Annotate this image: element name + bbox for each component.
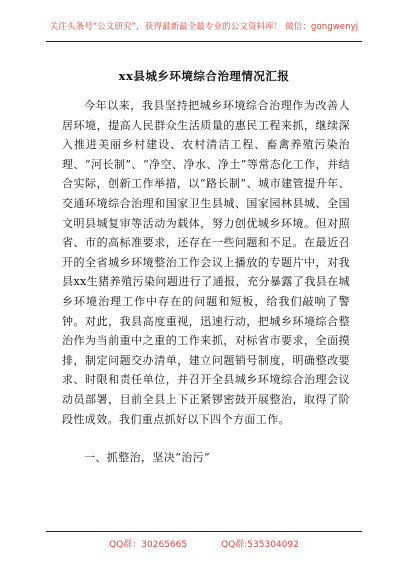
header-divider: [46, 41, 362, 42]
section-heading: 一、抓整治，坚决“治污”: [84, 451, 211, 465]
footer-qq-group-1: QQ群：30265665: [109, 540, 188, 550]
header-banner: 关注头条号“公文研究”，获得最新最全最专业的公文资料库！ 微信：gongwenyj: [49, 22, 359, 32]
body-paragraph: 今年以来，我县坚持把城乡环境综合治理作为改善人居环境，提高人民群众生活质量的惠民工程来抓，继续深入推进美丽乡村建设、农村清洁工程、畜禽养殖污染治理、“河长制”、“净空、净水、净土”等常态化工作，并结合实际，创新工作举措，以“路长制”、城市建管提升年、交通环境综合治理和国家卫生县城、国家园林县城、全国文明县城复审等活动为载体，努力创优城乡环境。但对照省、市的高标准要求，还存在一些问题和不足。在最近召开的全省城乡环境整治工作会议上播放的专题片中，对我县xx生猪养殖污染问题进行了通报，充分暴露了我县在城乡环境治理工作中存在的问题和短板，给我们敲响了警钟。对此，我县高度重视，迅速行动，把城乡环境综合整治作为当前重中之重的工作来抓，对标省市要求，全面摸排，制定问题交办清单，建立问题销号制度，明确整改要求、时限和责任单位，并召开全县城乡环境综合治理会议动员部署，目前全县上下正紧锣密鼓开展整治，取得了阶段性成效。我们重点抓好以下四个方面工作。: [62, 99, 350, 426]
footer-divider: [46, 531, 362, 532]
document-body: [62, 96, 350, 468]
footer: [0, 537, 408, 550]
document-title: xx县城乡环境综合治理情况汇报: [118, 69, 290, 83]
footer-qq-group-2: QQ群:535304092: [221, 540, 299, 550]
